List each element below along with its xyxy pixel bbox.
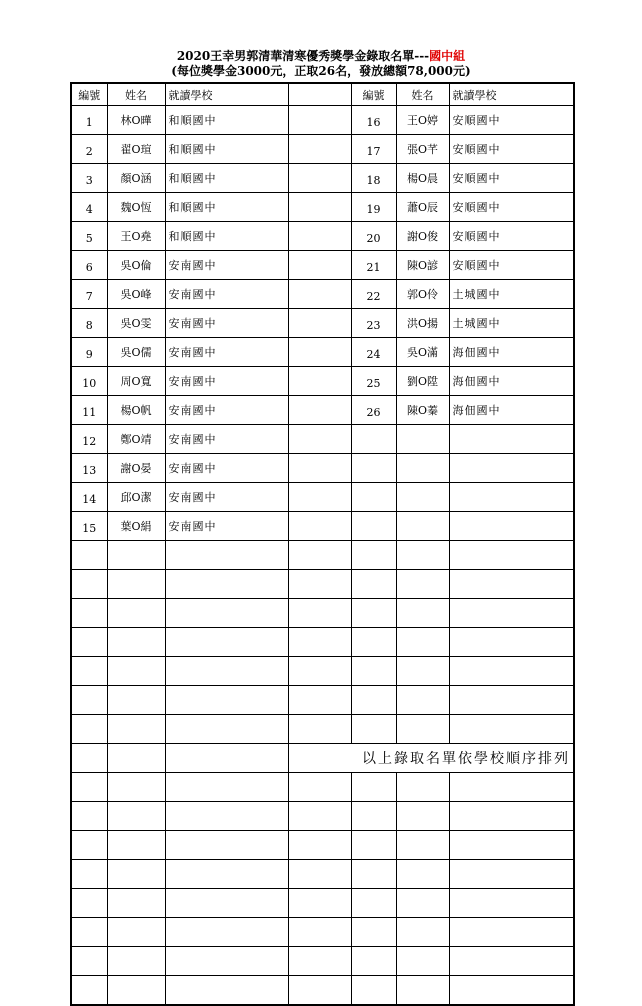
student-name [396,773,449,802]
student-number [351,773,396,802]
student-name [396,686,449,715]
table-row [71,715,574,744]
blank-cell [288,599,351,628]
student-name: 葉O絹 [107,512,165,541]
student-name: 吳O峰 [107,280,165,309]
student-name: 劉O陞 [396,367,449,396]
blank-cell [288,396,351,425]
table-row [71,309,574,338]
student-name [107,570,165,599]
table-row [71,367,574,396]
student-name [107,889,165,918]
school-name: 安南國中 [165,454,288,483]
table-row [71,657,574,686]
school-name: 安南國中 [165,251,288,280]
blank-cell [288,309,351,338]
school-name [449,860,574,889]
table-row [71,831,574,860]
student-name [396,918,449,947]
blank-cell [288,686,351,715]
student-number: 16 [351,106,396,135]
student-number [351,889,396,918]
student-name: 吳O倫 [107,251,165,280]
school-name [165,889,288,918]
student-number: 14 [71,483,107,512]
student-name: 邱O潔 [107,483,165,512]
school-name [165,686,288,715]
school-name: 安順國中 [449,106,574,135]
blank-cell [288,280,351,309]
blank-cell [288,773,351,802]
student-number [351,686,396,715]
school-name [449,715,574,744]
student-name: 吳O雯 [107,309,165,338]
student-name: 林O曄 [107,106,165,135]
student-number [351,454,396,483]
student-number [71,831,107,860]
student-number: 24 [351,338,396,367]
blank-cell [288,512,351,541]
ordering-note: 以上錄取名單依學校順序排列 [362,751,570,767]
student-number: 3 [71,164,107,193]
school-name: 安南國中 [165,367,288,396]
school-name: 安順國中 [449,164,574,193]
school-name [449,947,574,976]
student-name [396,947,449,976]
student-number [351,947,396,976]
student-name [107,947,165,976]
table-row [71,773,574,802]
school-name [449,454,574,483]
student-number: 1 [71,106,107,135]
header-school-right: 就讀學校 [449,83,574,106]
school-name [165,831,288,860]
school-name [449,541,574,570]
student-name: 楊O晨 [396,164,449,193]
student-number [71,570,107,599]
school-name: 安順國中 [449,193,574,222]
student-number [71,889,107,918]
student-name [107,976,165,1006]
school-name [165,773,288,802]
school-name [449,831,574,860]
student-name: 王O婷 [396,106,449,135]
student-name [396,715,449,744]
student-number [351,570,396,599]
table-row [71,744,574,773]
student-number [351,599,396,628]
blank-cell [288,251,351,280]
student-name [396,541,449,570]
school-name: 和順國中 [165,193,288,222]
blank-cell [288,976,351,1006]
school-name [165,570,288,599]
student-name: 鄭O靖 [107,425,165,454]
student-number: 12 [71,425,107,454]
school-name: 安南國中 [165,280,288,309]
student-number [71,599,107,628]
student-name: 陳O蓁 [396,396,449,425]
student-name: 周O寬 [107,367,165,396]
student-name [107,599,165,628]
student-name: 翟O瑄 [107,135,165,164]
school-name [449,570,574,599]
header-blank [288,83,351,106]
student-name: 魏O恆 [107,193,165,222]
document-subtitle: (每位獎學金3000元，正取26名，發放總額78,000元) [171,64,471,78]
table-row [71,483,574,512]
table-row [71,280,574,309]
student-name [107,802,165,831]
blank-cell [288,860,351,889]
student-number [351,541,396,570]
student-number: 20 [351,222,396,251]
header-name-left: 姓名 [107,83,165,106]
blank-cell [288,628,351,657]
school-name [449,425,574,454]
student-name [396,976,449,1006]
table-row [71,918,574,947]
student-number [351,483,396,512]
student-number [351,425,396,454]
student-name [396,570,449,599]
header-school-left: 就讀學校 [165,83,288,106]
school-name [449,628,574,657]
student-number: 6 [71,251,107,280]
title-main: 2020王幸男郭清華清寒優秀獎學金錄取名單--- [176,49,430,63]
student-name [107,541,165,570]
school-name: 海佃國中 [449,367,574,396]
student-number [351,802,396,831]
school-name [449,773,574,802]
student-number: 21 [351,251,396,280]
student-name [107,773,165,802]
blank-cell [288,802,351,831]
table-row [71,686,574,715]
student-number: 11 [71,396,107,425]
school-name: 安南國中 [165,425,288,454]
school-name: 安南國中 [165,309,288,338]
school-name: 安順國中 [449,222,574,251]
student-number [71,802,107,831]
student-number: 15 [71,512,107,541]
school-name [449,802,574,831]
student-name: 王O堯 [107,222,165,251]
school-name [165,715,288,744]
student-name [107,686,165,715]
student-number: 25 [351,367,396,396]
school-name [165,657,288,686]
table-row [71,338,574,367]
school-name: 和順國中 [165,164,288,193]
table-row [71,541,574,570]
school-name [165,947,288,976]
table-row [71,222,574,251]
blank-cell [288,831,351,860]
school-name: 土城國中 [449,309,574,338]
student-name [396,802,449,831]
student-number: 5 [71,222,107,251]
school-name [165,744,288,773]
student-name [396,483,449,512]
student-number [351,657,396,686]
school-name: 安南國中 [165,512,288,541]
table-row [71,599,574,628]
title-group-label: 國中組 [429,49,466,63]
student-name: 陳O諺 [396,251,449,280]
student-number [351,918,396,947]
student-name [107,831,165,860]
school-name [449,657,574,686]
student-name: 吳O儒 [107,338,165,367]
blank-cell [288,483,351,512]
table-row [71,976,574,1006]
student-number [71,686,107,715]
student-number [71,715,107,744]
table-row [71,135,574,164]
student-name [396,831,449,860]
student-name: 楊O帆 [107,396,165,425]
student-name [107,715,165,744]
student-number: 26 [351,396,396,425]
note-cell [288,744,574,773]
school-name [165,860,288,889]
student-number: 17 [351,135,396,164]
student-name [396,628,449,657]
school-name [165,976,288,1006]
table-row [71,947,574,976]
student-name: 郭O伶 [396,280,449,309]
student-number [71,976,107,1006]
student-number: 4 [71,193,107,222]
school-name: 土城國中 [449,280,574,309]
student-name [396,425,449,454]
blank-cell [288,164,351,193]
student-name: 謝O晏 [107,454,165,483]
table-row [71,193,574,222]
student-number [71,628,107,657]
header-name-right: 姓名 [396,83,449,106]
student-number [351,831,396,860]
student-name: 謝O俊 [396,222,449,251]
table-row [71,628,574,657]
blank-cell [288,367,351,396]
student-number [351,715,396,744]
student-name: 張O芊 [396,135,449,164]
student-number: 9 [71,338,107,367]
student-number: 2 [71,135,107,164]
school-name: 和順國中 [165,222,288,251]
blank-cell [288,570,351,599]
school-name: 安順國中 [449,251,574,280]
school-name [449,889,574,918]
student-number [71,657,107,686]
table-row [71,860,574,889]
blank-cell [288,889,351,918]
school-name [449,599,574,628]
school-name [449,976,574,1006]
blank-cell [288,947,351,976]
student-number [71,947,107,976]
school-name [449,512,574,541]
school-name: 和順國中 [165,135,288,164]
student-number [351,628,396,657]
student-number [71,860,107,889]
blank-cell [288,657,351,686]
blank-cell [288,715,351,744]
student-name [396,454,449,483]
student-number [71,918,107,947]
student-number: 22 [351,280,396,309]
table-row [71,164,574,193]
student-number: 13 [71,454,107,483]
table-row [71,512,574,541]
school-name [449,686,574,715]
student-number [71,744,107,773]
student-name: 顏O涵 [107,164,165,193]
header-row [71,83,574,106]
table-row [71,454,574,483]
blank-cell [288,918,351,947]
student-name [396,599,449,628]
blank-cell [288,193,351,222]
student-name [107,860,165,889]
student-name [396,657,449,686]
table-row [71,802,574,831]
student-name [396,860,449,889]
school-name [165,599,288,628]
blank-cell [288,338,351,367]
table-row [71,570,574,599]
school-name [165,541,288,570]
table-row [71,106,574,135]
blank-cell [288,425,351,454]
school-name: 和順國中 [165,106,288,135]
student-number [351,512,396,541]
table-row [71,425,574,454]
blank-cell [288,454,351,483]
school-name: 安南國中 [165,396,288,425]
student-number: 7 [71,280,107,309]
school-name: 安南國中 [165,483,288,512]
header-num-right: 編號 [351,83,396,106]
student-number [351,860,396,889]
blank-cell [288,222,351,251]
blank-cell [288,135,351,164]
student-number [71,541,107,570]
student-name [396,889,449,918]
school-name [165,918,288,947]
school-name [449,918,574,947]
student-number [71,773,107,802]
student-name: 洪O揚 [396,309,449,338]
student-name: 吳O滿 [396,338,449,367]
school-name [449,483,574,512]
table-row [71,889,574,918]
school-name [165,628,288,657]
student-name [396,512,449,541]
blank-cell [288,541,351,570]
header-num-left: 編號 [71,83,107,106]
student-name [107,744,165,773]
student-name [107,918,165,947]
school-name: 安順國中 [449,135,574,164]
school-name [165,802,288,831]
table-row [71,396,574,425]
student-number: 8 [71,309,107,338]
scholarship-roster-table [70,82,575,1006]
student-number [351,976,396,1006]
school-name: 海佃國中 [449,338,574,367]
student-number: 19 [351,193,396,222]
school-name: 海佃國中 [449,396,574,425]
school-name: 安南國中 [165,338,288,367]
student-number: 23 [351,309,396,338]
student-name: 蕭O辰 [396,193,449,222]
blank-cell [288,106,351,135]
student-name [107,657,165,686]
student-number: 10 [71,367,107,396]
student-number: 18 [351,164,396,193]
table-row [71,251,574,280]
student-name [107,628,165,657]
